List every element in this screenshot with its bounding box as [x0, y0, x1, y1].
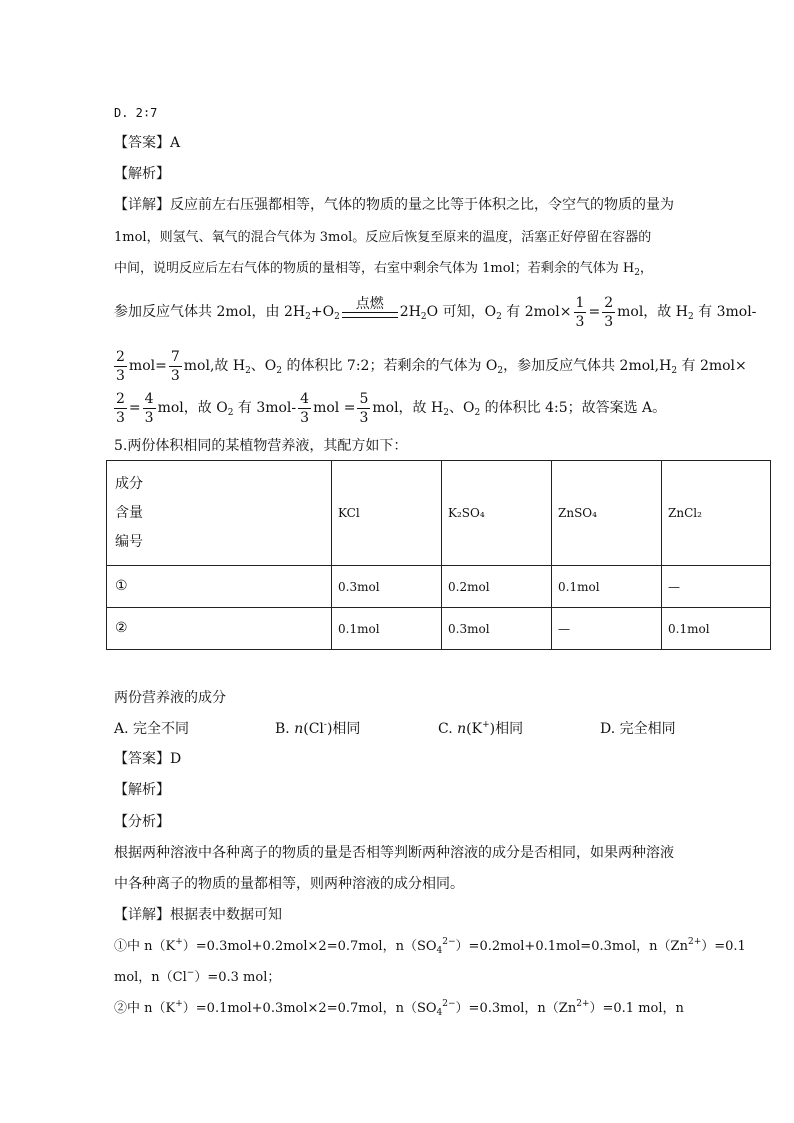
- detail-text-2: 1mol，则氢气、氧气的混合气体为 3mol。反应后恢复至原来的温度，活塞正好停留在容器的: [114, 230, 652, 245]
- fenxi-line: [114, 812, 170, 832]
- row-id: ②: [107, 608, 332, 650]
- option-b-prefix: B.: [275, 721, 295, 737]
- fenxi-text-2: [114, 874, 464, 894]
- fraction-denominator: 3: [604, 313, 614, 330]
- option-b-n: n: [294, 721, 304, 737]
- detail-text-5e: ，参加反应气体共 2mol,H: [503, 358, 672, 374]
- answer2-label: 【答案】D: [114, 751, 182, 767]
- fraction-1-3: [574, 294, 587, 331]
- sub: 2: [305, 312, 311, 322]
- sup: −: [186, 968, 195, 978]
- detail-text-4d: O 可知，O: [426, 304, 497, 320]
- sub: 2: [634, 268, 640, 278]
- fraction-denominator: 3: [359, 409, 369, 426]
- detail-text-5c: 、O: [250, 358, 277, 374]
- fraction-denominator: 3: [116, 409, 125, 426]
- calc-text: ）=0.3mol+0.2mol×2=0.7mol，n（SO: [182, 939, 437, 954]
- detail-line-1: [114, 195, 674, 215]
- column-header: ZnCl₂: [662, 461, 771, 566]
- detail-text-5f: 有 2mol×: [677, 358, 747, 374]
- sub: 2: [334, 312, 340, 322]
- detail-text-5a: mol=: [128, 358, 167, 374]
- option-c-ion: (K: [466, 721, 483, 737]
- sub: 2: [420, 312, 427, 322]
- sub: 2: [474, 408, 481, 418]
- fraction-2-3: [114, 348, 127, 385]
- detail2-text: 根据表中数据可知: [170, 907, 282, 923]
- calc-line-1: [114, 937, 746, 957]
- table-row: [107, 566, 771, 608]
- column-header: K₂SO₄: [442, 461, 552, 566]
- detail-text-6f: 、O: [448, 400, 475, 416]
- header-line: 编号: [115, 533, 143, 550]
- option-c-post: )相同: [489, 721, 524, 737]
- fraction-denominator: 3: [575, 313, 585, 330]
- detail-text-4c: 2H: [399, 304, 421, 320]
- table-row: [107, 608, 771, 650]
- option-c-prefix: C.: [438, 721, 458, 737]
- detail-line-2: [114, 228, 651, 248]
- sub: 2: [687, 312, 694, 322]
- option-d-line: [114, 103, 157, 123]
- detail-text-3: 中间，说明反应后左右气体的物质的量相等，右室中剩余气体为 1mol；若剩余的气体为 H: [114, 261, 635, 276]
- detail-text-6a: =: [128, 400, 141, 416]
- sup: 2+: [576, 999, 590, 1009]
- table-cell: 0.2mol: [442, 566, 552, 608]
- sub: 4: [436, 1008, 443, 1018]
- detail-line-4: [114, 290, 756, 334]
- fraction-numerator: 1: [575, 294, 585, 311]
- analysis-line: [114, 164, 170, 184]
- detail2-line: [114, 905, 282, 925]
- calc-text: ）=0.2mol+0.1mol=0.3mol，n（Zn: [455, 939, 688, 954]
- table-cell: 0.3mol: [332, 566, 442, 608]
- detail-text-4h: 有 3mol-: [693, 304, 757, 320]
- detail-line-6: [114, 388, 666, 428]
- fraction-7-3: [169, 348, 182, 385]
- option-b: [275, 718, 360, 738]
- fraction-denominator: 3: [170, 367, 180, 384]
- table-cell: 0.1mol: [332, 608, 442, 650]
- fenxi-text-1: [114, 843, 674, 863]
- detail-text-4g: mol，故 H: [617, 304, 688, 320]
- sub: 2: [245, 366, 251, 376]
- fraction-2-3: [114, 390, 127, 427]
- fraction-4-3: [143, 390, 156, 427]
- answer2-line: [114, 749, 181, 769]
- detail-text-6g: 的体积比 4:5；故答案选 A。: [480, 400, 667, 416]
- fraction-numerator: 5: [359, 390, 369, 407]
- fraction-numerator: 2: [116, 390, 125, 407]
- calc-text: ）=0.1mol+0.3mol×2=0.7mol，n（SO: [182, 1001, 437, 1016]
- calc-text: mol，n（Cl: [114, 970, 187, 985]
- fraction-4-3: [298, 390, 311, 427]
- detail-text-6d: mol =: [313, 400, 356, 416]
- table-cell: 0.1mol: [552, 566, 662, 608]
- equals-sign: [342, 312, 398, 318]
- fenxi-text: 中各种离子的物质的量都相等，则两种溶液的成分相同。: [114, 876, 464, 892]
- analysis-label: 【解析】: [114, 166, 170, 182]
- detail2-label: 【详解】: [114, 907, 170, 923]
- header-cell: [107, 461, 332, 566]
- option-c: [438, 718, 523, 738]
- sup: 2−: [442, 999, 456, 1009]
- header-line: 含量: [115, 504, 143, 521]
- header-line: 成分: [115, 475, 143, 492]
- calc-text: n（K: [140, 939, 176, 954]
- fenxi-text: 根据两种溶液中各种离子的物质的量是否相等判断两种溶液的成分是否相同，如果两种溶液: [114, 845, 674, 861]
- option-c-sup: +: [482, 720, 490, 730]
- question-5-title: [114, 436, 407, 456]
- option-c-n: n: [457, 721, 467, 737]
- fenxi-label: 【分析】: [114, 814, 170, 830]
- column-header: KCl: [332, 461, 442, 566]
- analysis2-label: 【解析】: [114, 782, 170, 798]
- sup: +: [175, 937, 183, 947]
- table-cell: —: [662, 566, 771, 608]
- fraction-numerator: 2: [604, 294, 614, 311]
- detail-line-5: [114, 346, 747, 386]
- sub: 2: [276, 366, 283, 376]
- fraction-denominator: 3: [300, 409, 310, 426]
- option-b-sup: -: [323, 720, 327, 730]
- table-cell: 0.1mol: [662, 608, 771, 650]
- sub: 2: [227, 408, 234, 418]
- fraction-numerator: 4: [300, 390, 310, 407]
- fraction-numerator: 7: [170, 348, 180, 365]
- fraction-numerator: 2: [116, 348, 125, 365]
- calc-text: ）=0.1 mol，n: [589, 1001, 684, 1016]
- fraction-numerator: 4: [144, 390, 154, 407]
- calc-text: ）=0.3 mol；: [194, 970, 281, 985]
- nutrient-table: [106, 460, 771, 650]
- sub: 2: [496, 312, 502, 322]
- calc-text: n（K: [140, 1001, 176, 1016]
- option-a: [114, 718, 189, 738]
- fraction-2-3: [602, 294, 615, 331]
- question-title-text: 5.两份体积相同的某植物营养液，其配方如下：: [114, 438, 408, 454]
- detail-text-4a: 参加反应气体共 2mol，由 2H: [114, 304, 306, 320]
- calc-text: ）=0.1: [701, 939, 746, 954]
- detail-text-4f: =: [588, 304, 601, 320]
- calc-line-2: [114, 968, 280, 988]
- analysis2-line: [114, 780, 170, 800]
- option-b-ion: (Cl: [303, 721, 324, 737]
- detail-text-5b: mol,故 H: [183, 358, 246, 374]
- table-cell: 0.3mol: [442, 608, 552, 650]
- detail-line-3: [114, 259, 653, 279]
- sub: 2: [671, 366, 678, 376]
- calc-text: ②中: [114, 1001, 141, 1016]
- detail-text-3b: ，: [639, 261, 653, 276]
- calc-text: ①中: [114, 939, 141, 954]
- detail-text-4e: 有 2mol×: [501, 304, 572, 320]
- fraction-5-3: [357, 390, 370, 427]
- detail-label: 【详解】: [114, 197, 170, 213]
- column-header: ZnSO₄: [552, 461, 662, 566]
- sub: 2: [443, 408, 449, 418]
- detail-text-5d: 的体积比 7:2；若剩余的气体为 O: [282, 358, 498, 374]
- option-a-text: A. 完全不同: [114, 721, 190, 737]
- option-d: D. 2∶7: [114, 106, 158, 120]
- fraction-denominator: 3: [144, 409, 154, 426]
- detail-text-6c: 有 3mol-: [233, 400, 297, 416]
- fraction-denominator: 3: [116, 367, 125, 384]
- option-d-q5: [600, 718, 676, 738]
- answer-line: [114, 133, 180, 153]
- calc-text: ）=0.3mol，n（Zn: [455, 1001, 577, 1016]
- sup: 2−: [442, 937, 456, 947]
- detail-text-4b: +O: [310, 304, 335, 320]
- sup: +: [175, 999, 183, 1009]
- table-header-row: [107, 461, 771, 566]
- sub: 4: [436, 946, 443, 956]
- question-stem: [114, 688, 226, 708]
- option-b-post: )相同: [326, 721, 361, 737]
- reaction-condition-label: 点燃: [355, 296, 384, 312]
- answer-label: 【答案】A: [114, 135, 181, 151]
- detail-text-1: 反应前左右压强都相等，气体的物质的量之比等于体积之比，令空气的物质的量为: [170, 197, 674, 213]
- row-id: ①: [107, 566, 332, 608]
- sub: 2: [497, 366, 504, 376]
- option-d-text: D. 完全相同: [600, 721, 676, 737]
- sup: 2+: [687, 937, 702, 947]
- detail-text-6e: mol，故 H: [372, 400, 444, 416]
- table-cell: —: [552, 608, 662, 650]
- calc-line-3: [114, 999, 684, 1019]
- detail-text-6b: mol，故 O: [157, 400, 228, 416]
- question-stem-text: 两份营养液的成分: [114, 690, 226, 706]
- reaction-condition: [342, 296, 398, 328]
